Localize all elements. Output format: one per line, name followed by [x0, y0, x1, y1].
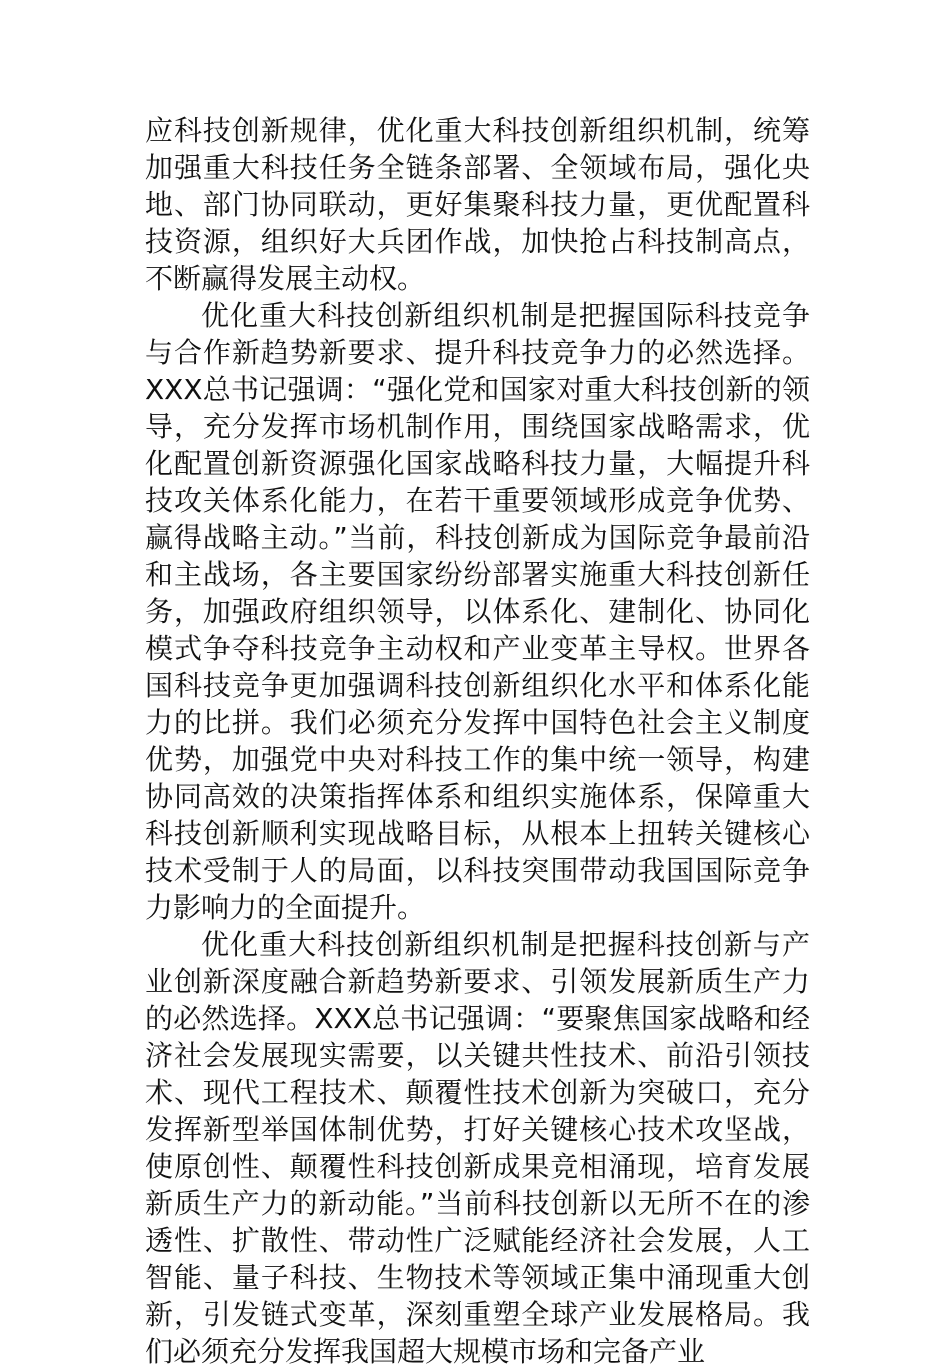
document-page [145, 112, 810, 1370]
paragraph-industrial-innovation: 优化重大科技创新组织机制是把握科技创新与产业创新深度融合新趋势新要求、引领发展新质生产力的必然选择。XXX总书记强调：“要聚焦国家战略和经济社会发展现实需要，以关键共性技术、前沿引领技术、现代工程技术、颠覆性技术创新为突破口，充分发挥新型举国体制优势，打好关键核心技术攻坚战，使原创性、颠覆性科技创新成果竞相涌现，培育发展新质生产力的新动能。”当前科技创新以无所不在的渗透性、扩散性、带动性广泛赋能经济社会发展，人工智能、量子科技、生物技术等领域正集中涌现重大创新，引发链式变革，深刻重塑全球产业发展格局。我们必须充分发挥我国超大规模市场和完备产业 [145, 928, 810, 1368]
paragraph-international-competition: 优化重大科技创新组织机制是把握国际科技竞争与合作新趋势新要求、提升科技竞争力的必然选择。XXX总书记强调：“强化党和国家对重大科技创新的领导，充分发挥市场机制作用，围绕国家战略需求，优化配置创新资源强化国家战略科技力量，大幅提升科技攻关体系化能力，在若干重要领域形成竞争优势、赢得战略主动。”当前，科技创新成为国际竞争最前沿和主战场，各主要国家纷纷部署实施重大科技创新任务，加强政府组织领导，以体系化、建制化、协同化模式争夺科技竞争主动权和产业变革主导权。世界各国科技竞争更加强调科技创新组织化水平和体系化能力的比拼。我们必须充分发挥中国特色社会主义制度优势，加强党中央对科技工作的集中统一领导，构建协同高效的决策指挥体系和组织实施体系，保障重大科技创新顺利实现战略目标，从根本上扭转关键核心技术受制于人的局面，以科技突围带动我国国际竞争力影响力的全面提升。 [145, 299, 810, 924]
paragraph-continuation: 应科技创新规律，优化重大科技创新组织机制，统筹加强重大科技任务全链条部署、全领域布局，强化央地、部门协同联动，更好集聚科技力量，更优配置科技资源，组织好大兵团作战，加快抢占科技制高点，不断赢得发展主动权。 [145, 114, 810, 295]
